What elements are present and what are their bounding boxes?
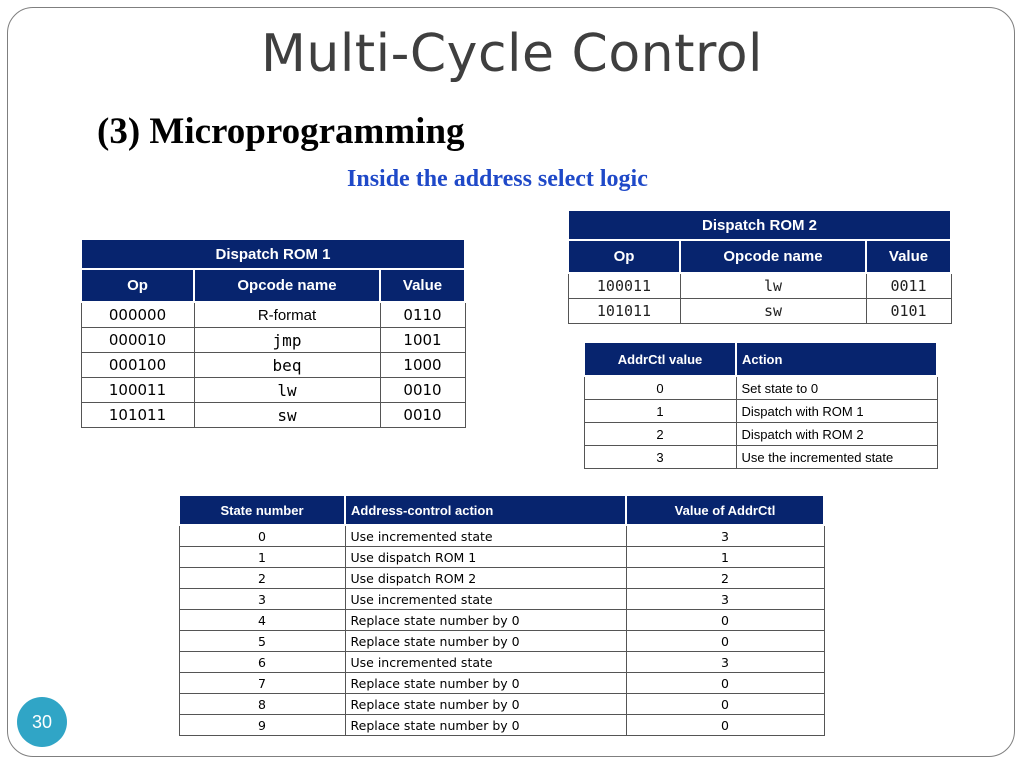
address-control-action-cell: Use dispatch ROM 2 xyxy=(345,568,626,589)
value-cell: 0011 xyxy=(866,273,951,299)
dispatch-rom2-caption: Dispatch ROM 2 xyxy=(568,210,951,240)
table-row xyxy=(179,631,824,652)
table-row xyxy=(584,400,937,423)
addrctl-value-cell: 0 xyxy=(626,694,824,715)
table-row xyxy=(568,273,951,299)
value-cell: 0101 xyxy=(866,299,951,324)
action-cell: Use the incremented state xyxy=(736,446,937,469)
state-number-cell: 8 xyxy=(179,694,345,715)
column-header-value: Value xyxy=(380,269,465,302)
addrctl-table xyxy=(583,341,938,469)
table-row xyxy=(584,423,937,446)
table-row xyxy=(179,715,824,736)
column-header-op: Op xyxy=(568,240,680,273)
action-cell: Set state to 0 xyxy=(736,376,937,400)
value-cell: 0010 xyxy=(380,378,465,403)
slide-title: Multi-Cycle Control xyxy=(261,24,763,84)
value-cell: 0010 xyxy=(380,403,465,428)
opcode-name-cell: beq xyxy=(194,353,380,378)
op-cell: 000010 xyxy=(81,328,194,353)
table-row xyxy=(584,446,937,469)
address-control-action-cell: Use incremented state xyxy=(345,589,626,610)
state-number-cell: 4 xyxy=(179,610,345,631)
addrctl-value-cell: 3 xyxy=(626,525,824,547)
value-cell: 1000 xyxy=(380,353,465,378)
opcode-name-cell: sw xyxy=(194,403,380,428)
addrctl-value-cell: 0 xyxy=(626,673,824,694)
state-number-cell: 1 xyxy=(179,547,345,568)
value-cell: 1001 xyxy=(380,328,465,353)
slide-subtitle: (3) Microprogramming xyxy=(97,111,465,152)
addrctl-value-cell: 2 xyxy=(626,568,824,589)
op-cell: 100011 xyxy=(568,273,680,299)
column-header-opcode-name: Opcode name xyxy=(680,240,866,273)
opcode-name-cell: sw xyxy=(680,299,866,324)
addrctl-value-cell: 3 xyxy=(626,652,824,673)
op-cell: 101011 xyxy=(81,403,194,428)
table-row xyxy=(81,302,465,328)
column-header-op: Op xyxy=(81,269,194,302)
column-header-value: Value xyxy=(866,240,951,273)
table-row xyxy=(179,525,824,547)
page-number-badge xyxy=(17,697,67,747)
opcode-name-cell: R-format xyxy=(194,302,380,328)
state-number-cell: 2 xyxy=(179,568,345,589)
state-number-cell: 5 xyxy=(179,631,345,652)
addrctl-value-cell: 1 xyxy=(584,400,736,423)
table-row xyxy=(179,589,824,610)
table-row xyxy=(81,378,465,403)
dispatch-rom2-table xyxy=(567,209,952,324)
addrctl-value-cell: 0 xyxy=(626,715,824,736)
state-table xyxy=(178,494,825,736)
state-number-cell: 3 xyxy=(179,589,345,610)
opcode-name-cell: jmp xyxy=(194,328,380,353)
table-row xyxy=(81,353,465,378)
page-number: 30 xyxy=(31,711,53,732)
addrctl-value-cell: 3 xyxy=(626,589,824,610)
address-control-action-cell: Replace state number by 0 xyxy=(345,610,626,631)
table-row xyxy=(179,610,824,631)
table-row xyxy=(568,299,951,324)
addrctl-value-cell: 0 xyxy=(626,610,824,631)
state-number-cell: 6 xyxy=(179,652,345,673)
address-control-action-cell: Use incremented state xyxy=(345,525,626,547)
op-cell: 000100 xyxy=(81,353,194,378)
value-cell: 0110 xyxy=(380,302,465,328)
table-row xyxy=(179,547,824,568)
table-row xyxy=(179,652,824,673)
table-row xyxy=(81,403,465,428)
addrctl-value-cell: 1 xyxy=(626,547,824,568)
column-header-addrctl-value: AddrCtl value xyxy=(584,342,736,376)
dispatch-rom1-caption: Dispatch ROM 1 xyxy=(81,239,465,269)
column-header-action: Action xyxy=(736,342,937,376)
op-cell: 101011 xyxy=(568,299,680,324)
action-cell: Dispatch with ROM 1 xyxy=(736,400,937,423)
address-control-action-cell: Replace state number by 0 xyxy=(345,715,626,736)
table-row xyxy=(179,694,824,715)
section-caption: Inside the address select logic xyxy=(347,166,648,192)
state-number-cell: 7 xyxy=(179,673,345,694)
table-row xyxy=(81,328,465,353)
column-header-opcode-name: Opcode name xyxy=(194,269,380,302)
dispatch-rom1-table xyxy=(80,238,466,428)
address-control-action-cell: Replace state number by 0 xyxy=(345,631,626,652)
table-row xyxy=(179,673,824,694)
state-number-cell: 9 xyxy=(179,715,345,736)
addrctl-value-cell: 0 xyxy=(584,376,736,400)
column-header-value-of-addrctl: Value of AddrCtl xyxy=(626,495,824,525)
addrctl-value-cell: 3 xyxy=(584,446,736,469)
action-cell: Dispatch with ROM 2 xyxy=(736,423,937,446)
column-header-state-number: State number xyxy=(179,495,345,525)
address-control-action-cell: Replace state number by 0 xyxy=(345,673,626,694)
opcode-name-cell: lw xyxy=(680,273,866,299)
state-number-cell: 0 xyxy=(179,525,345,547)
address-control-action-cell: Replace state number by 0 xyxy=(345,694,626,715)
op-cell: 100011 xyxy=(81,378,194,403)
addrctl-value-cell: 2 xyxy=(584,423,736,446)
op-cell: 000000 xyxy=(81,302,194,328)
address-control-action-cell: Use dispatch ROM 1 xyxy=(345,547,626,568)
column-header-address-control-action: Address-control action xyxy=(345,495,626,525)
address-control-action-cell: Use incremented state xyxy=(345,652,626,673)
addrctl-value-cell: 0 xyxy=(626,631,824,652)
table-row xyxy=(179,568,824,589)
table-row xyxy=(584,376,937,400)
opcode-name-cell: lw xyxy=(194,378,380,403)
